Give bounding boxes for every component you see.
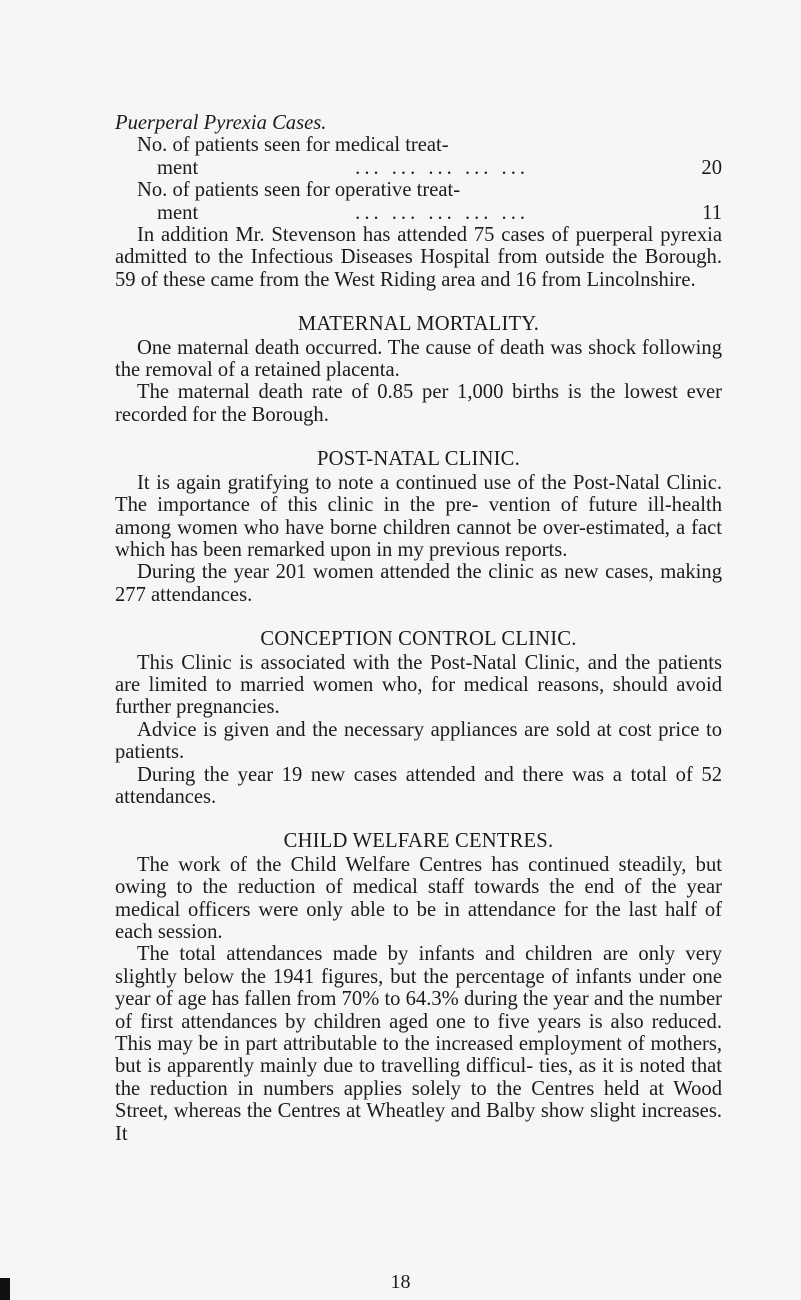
conception-paragraph-1: This Clinic is associated with the Post-Natal Clinic, and the patients are limited to married women who, for medical reasons, should avoid further pregnancies. [115, 651, 722, 719]
child-welfare-title: CHILD WELFARE CENTRES. [283, 830, 554, 853]
page-number: 18 [390, 1271, 411, 1293]
maternal-mortality-title: MATERNAL MORTALITY. [297, 313, 540, 336]
post-natal-paragraph-1: It is again gratifying to note a continued use of the Post-Natal Clinic. The importance of this clinic in the pre- vention of future ill-health among women who have borne children cannot be over-estimated, a fact which has been remarked upon in my previous reports. [115, 471, 722, 561]
child-welfare-paragraph-2: The total attendances made by infants and children are only very slightly below the 1941 figures, but the percentage of infants under one year of age has fallen from 70% to 64.3% during the year and the number of first attendances by children aged one to five years is also reduced. This may be in part attributable to the increased employment of mothers, but is apparently mainly due to travelling difficul- ties, as it is noted that the reduction in numbers applies solely to the Centres held at Wood Street, whereas the Centres at Wheatley and Balby show slight increases. It [115, 943, 722, 1145]
conception-paragraph-2: Advice is given and the necessary appliances are sold at cost price to patients. [115, 718, 722, 764]
conception-control-title: CONCEPTION CONTROL CLINIC. [260, 628, 577, 651]
medical-treatment-row [115, 157, 722, 179]
leader-dots: ... ... ... ... ... [355, 156, 529, 179]
document-page [115, 112, 722, 1145]
operative-treatment-label-cont: ment [157, 201, 199, 224]
operative-treatment-value: 11 [702, 201, 722, 224]
puerperal-heading: Puerperal Pyrexia Cases. [115, 112, 327, 134]
medical-treatment-value: 20 [701, 156, 722, 179]
maternal-paragraph-2: The maternal death rate of 0.85 per 1,000 births is the lowest ever recorded for the Borough. [115, 381, 722, 426]
leader-dots: ... ... ... ... ... [355, 201, 529, 224]
scan-edge-mark [0, 1278, 10, 1300]
post-natal-paragraph-2: During the year 201 women attended the clinic as new cases, making 277 attendances. [115, 561, 722, 606]
conception-paragraph-3: During the year 19 new cases attended and there was a total of 52 attendances. [115, 763, 722, 808]
child-welfare-paragraph-1: The work of the Child Welfare Centres has continued steadily, but owing to the reduction of medical staff towards the end of the year medical officers were only able to be in attendance for the last half of each session. [115, 853, 722, 943]
operative-treatment-row [115, 202, 722, 224]
medical-treatment-label: No. of patients seen for medical treat- [137, 134, 449, 157]
post-natal-title: POST-NATAL CLINIC. [317, 448, 520, 471]
medical-treatment-label-cont: ment [157, 156, 199, 179]
operative-treatment-label: No. of patients seen for operative treat- [137, 179, 461, 202]
puerperal-paragraph: In addition Mr. Stevenson has attended 75 cases of puerperal pyrexia admitted to the Infectious Diseases Hospital from outside the Borough. 59 of these came from the West Riding area and 16 from Lincolnshire. [115, 224, 722, 291]
maternal-paragraph-1: One maternal death occurred. The cause of death was shock following the removal of a retained placenta. [115, 336, 722, 382]
